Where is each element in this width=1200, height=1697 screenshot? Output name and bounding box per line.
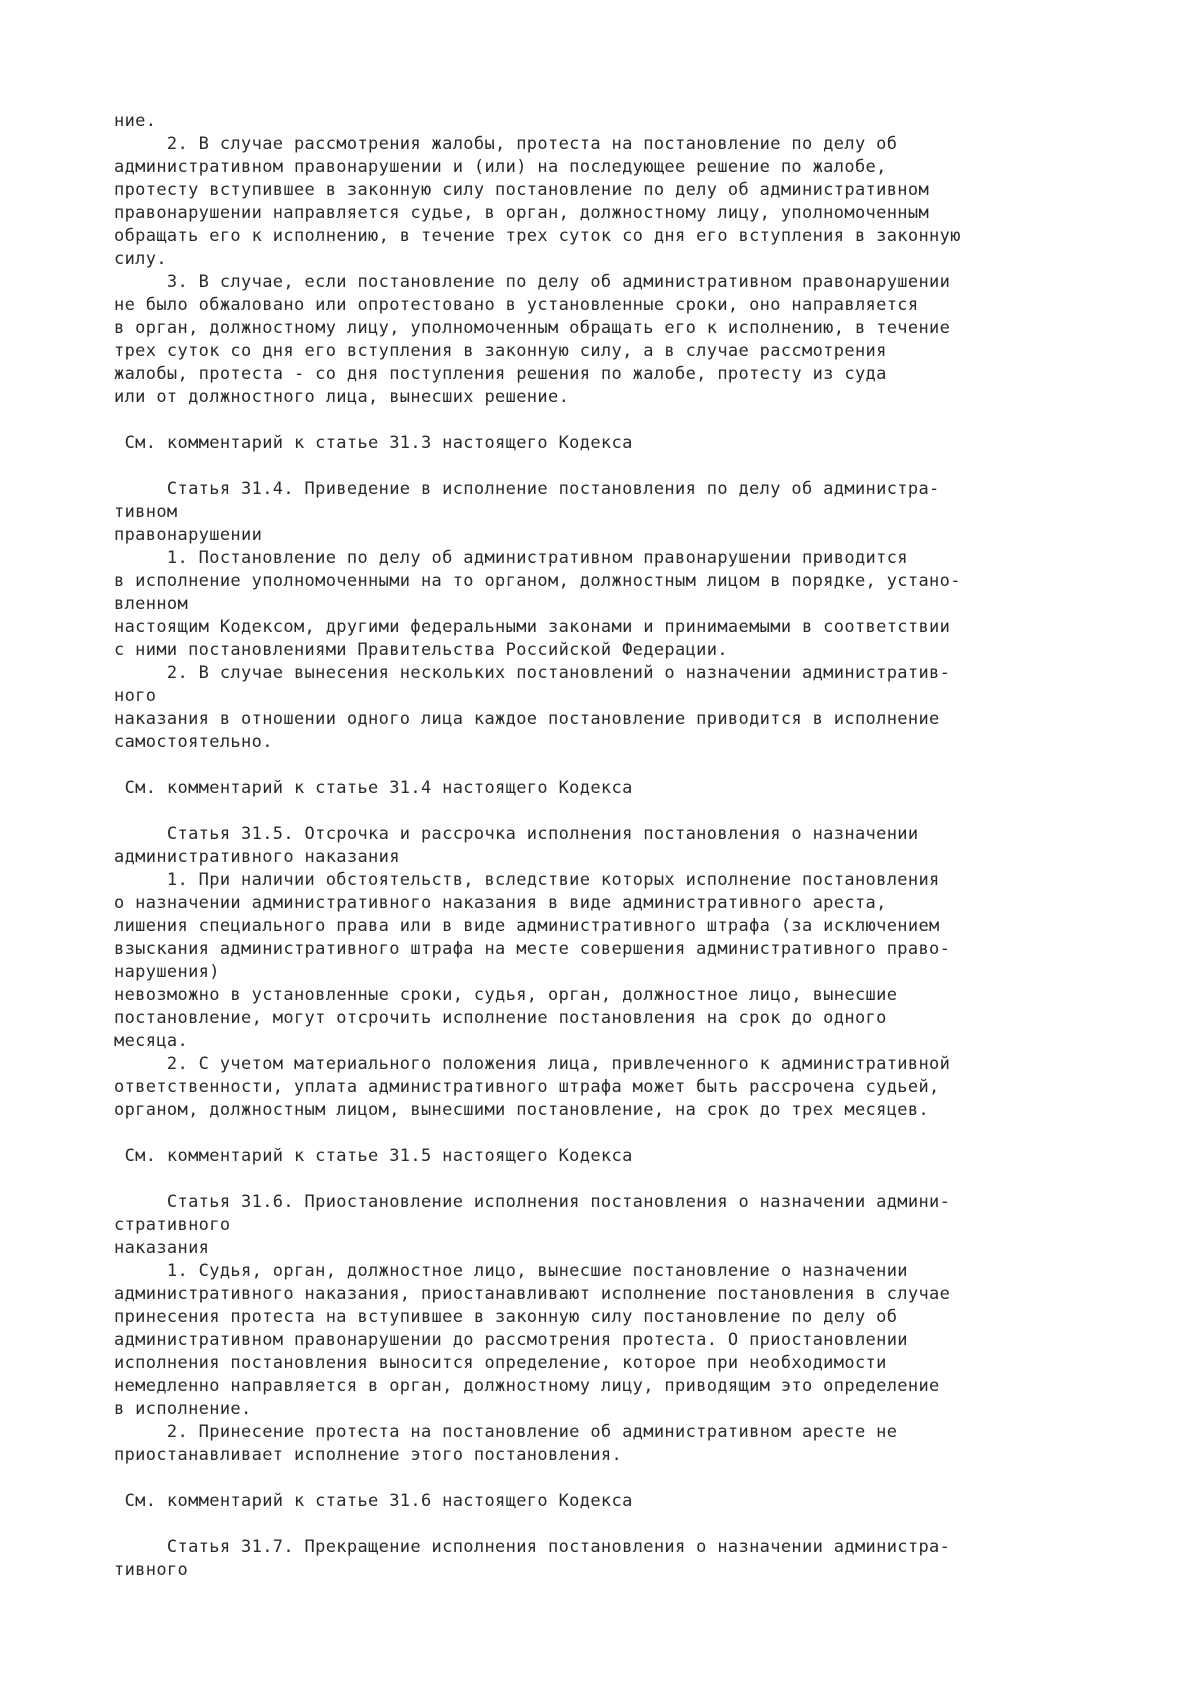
text-line: ного [114, 686, 157, 706]
text-line: административном правонарушении и (или) на последующее решение по жалобе, [114, 157, 887, 177]
text-line: Статья 31.6. Приостановление исполнения постановления о назначении админи- [114, 1192, 951, 1212]
blank-line [114, 754, 1114, 777]
text-line: постановление, могут отсрочить исполнение постановления на срок до одного [114, 1008, 887, 1028]
text-line: вленном [114, 594, 189, 614]
blank-line [114, 409, 1114, 432]
text-line: исполнения постановления выносится определение, которое при необходимости [114, 1353, 887, 1373]
text-line: 1. Судья, орган, должностное лицо, вынесшие постановление о назначении [114, 1261, 908, 1281]
text-line: 2. Принесение протеста на постановление об административном аресте не [114, 1422, 898, 1442]
text-line: Статья 31.5. Отсрочка и рассрочка исполнения постановления о назначении [114, 824, 919, 844]
text-line: 1. Постановление по делу об административном правонарушении приводится [114, 548, 908, 568]
text-line: с ними постановлениями Правительства Российской Федерации. [114, 640, 728, 660]
text-line: силу. [114, 249, 167, 269]
text-line: не было обжаловано или опротестовано в установленные сроки, оно направляется [114, 295, 919, 315]
text-line: правонарушении [114, 525, 263, 545]
text-line: ответственности, уплата административного штрафа может быть рассрочена судьей, [114, 1077, 940, 1097]
text-line: правонарушении направляется судье, в орган, должностному лицу, уполномоченным [114, 203, 930, 223]
document-body [114, 110, 1114, 1582]
text-line: 2. В случае вынесения нескольких постановлений о назначении административ- [114, 663, 951, 683]
blank-line [114, 1513, 1114, 1536]
comment-link-line[interactable]: См. комментарий к статье 31.4 настоящего Кодекса [114, 778, 633, 798]
text-line: протесту вступившее в законную силу постановление по делу об административном [114, 180, 930, 200]
text-line: трех суток со дня его вступления в законную силу, а в случае рассмотрения [114, 341, 887, 361]
text-line: наказания [114, 1238, 210, 1258]
text-line: самостоятельно. [114, 732, 273, 752]
blank-line [114, 1122, 1114, 1145]
text-line: стративного [114, 1215, 231, 1235]
text-line: ние. [114, 111, 157, 131]
text-line: нарушения) [114, 962, 220, 982]
text-line: органом, должностным лицом, вынесшими постановление, на срок до трех месяцев. [114, 1100, 930, 1120]
text-line: в орган, должностному лицу, уполномоченным обращать его к исполнению, в течение [114, 318, 951, 338]
text-line: приостанавливает исполнение этого постановления. [114, 1445, 623, 1465]
text-line: о назначении административного наказания в виде административного ареста, [114, 893, 887, 913]
text-line: месяца. [114, 1031, 189, 1051]
text-line: невозможно в установленные сроки, судья, орган, должностное лицо, вынесшие [114, 985, 898, 1005]
text-line: наказания в отношении одного лица каждое постановление приводится в исполнение [114, 709, 940, 729]
text-line: принесения протеста на вступившее в законную силу постановление по делу об [114, 1307, 898, 1327]
blank-line [114, 1168, 1114, 1191]
text-line: Статья 31.7. Прекращение исполнения постановления о назначении администра- [114, 1537, 951, 1557]
text-line: административном правонарушении до рассмотрения протеста. О приостановлении [114, 1330, 908, 1350]
text-line: 3. В случае, если постановление по делу об административном правонарушении [114, 272, 951, 292]
text-line: обращать его к исполнению, в течение трех суток со дня его вступления в законную [114, 226, 961, 246]
text-line: административного наказания, приостанавливают исполнение постановления в случае [114, 1284, 951, 1304]
text-line: лишения специального права или в виде административного штрафа (за исключением [114, 916, 940, 936]
text-line: взыскания административного штрафа на месте совершения административного право- [114, 939, 951, 959]
comment-link-line[interactable]: См. комментарий к статье 31.6 настоящего Кодекса [114, 1491, 633, 1511]
text-line: административного наказания [114, 847, 400, 867]
text-line: или от должностного лица, вынесших решение. [114, 387, 570, 407]
text-line: 2. С учетом материального положения лица, привлеченного к административной [114, 1054, 951, 1074]
text-line: жалобы, протеста - со дня поступления решения по жалобе, протесту из суда [114, 364, 887, 384]
comment-link-line[interactable]: См. комментарий к статье 31.3 настоящего Кодекса [114, 433, 633, 453]
text-line: 1. При наличии обстоятельств, вследствие которых исполнение постановления [114, 870, 940, 890]
text-line: настоящим Кодексом, другими федеральными законами и принимаемыми в соответствии [114, 617, 951, 637]
text-line: в исполнение. [114, 1399, 252, 1419]
text-line: тивного [114, 1560, 189, 1580]
blank-line [114, 800, 1114, 823]
blank-line [114, 455, 1114, 478]
text-line: в исполнение уполномоченными на то органом, должностным лицом в порядке, устано- [114, 571, 961, 591]
comment-link-line[interactable]: См. комментарий к статье 31.5 настоящего Кодекса [114, 1146, 633, 1166]
text-line: Статья 31.4. Приведение в исполнение постановления по делу об администра- [114, 479, 940, 499]
text-line: тивном [114, 502, 178, 522]
text-line: немедленно направляется в орган, должностному лицу, приводящим это определение [114, 1376, 940, 1396]
blank-line [114, 1467, 1114, 1490]
text-line: 2. В случае рассмотрения жалобы, протеста на постановление по делу об [114, 134, 898, 154]
